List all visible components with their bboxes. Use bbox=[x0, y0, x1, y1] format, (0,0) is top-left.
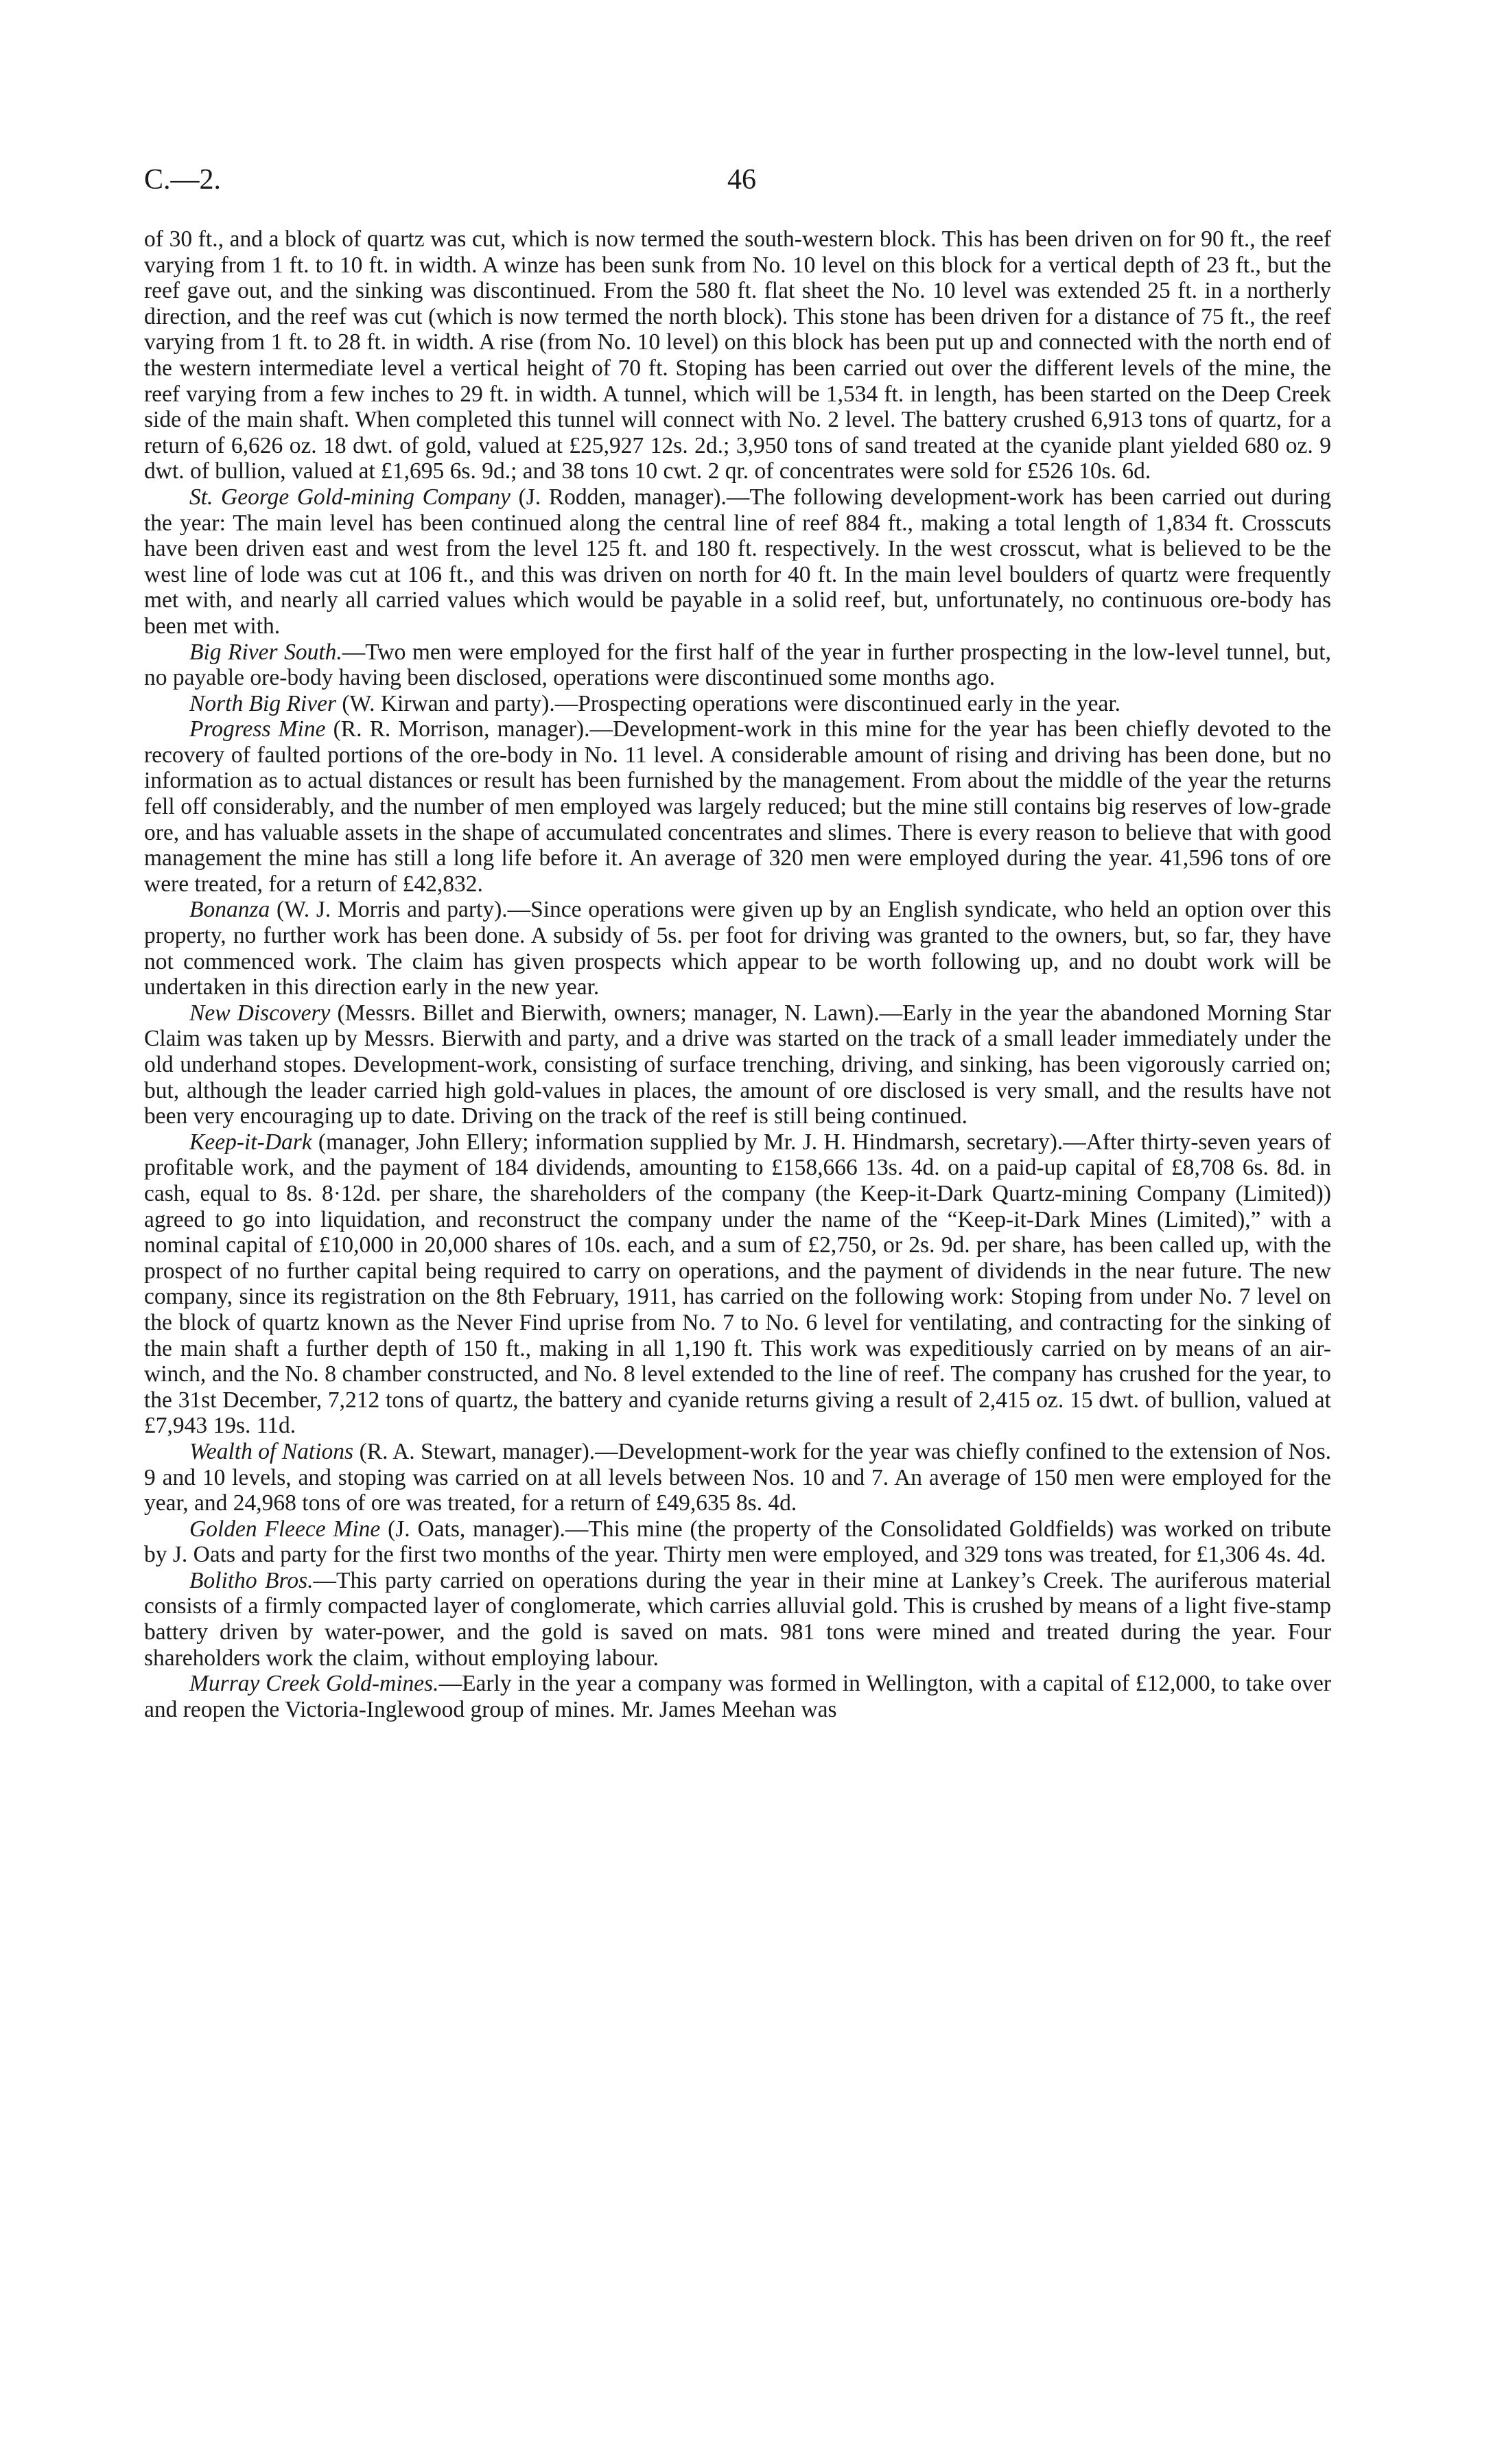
paragraph-keep-it-dark bbox=[144, 1129, 1331, 1439]
paragraph-text: (R. A. Stewart, manager).—Development-work for the year was chiefly confined to the extension of Nos. 9 and 10 levels, and stoping was carried on at all levels between Nos. 10 and 7. An average of 150 men were employed for the year, and 24,968 tons of ore was treated, for a return of £49,635 8s. 4d. bbox=[144, 1438, 1332, 1516]
paragraph-text: (Messrs. Billet and Bierwith, owners; manager, N. Lawn).—Early in the year the abandoned Morning Star Claim was taken up by Messrs. Bierwith and party, and a drive was started on the track of a small leader immediately under the old underhand stopes. Development-work, consisting of surface trenching, driving, and sinking, has been vigorously carried on; but, although the leader carried high gold-values in places, the amount of ore disclosed is very small, and the results have not been very encouraging up to date. Driving on the track of the reef is still being continued. bbox=[144, 1000, 1331, 1129]
paragraph-lead: Golden Fleece Mine bbox=[189, 1516, 381, 1542]
paragraph-text: (W. J. Morris and party).—Since operations were given up by an English syndicate, who held an option over this property, no further work has been done. A subsidy of 5s. per foot for driving was granted to the owners, but, so far, they have not commenced work. The claim has given prospects which appear to be worth following up, and no doubt work will be undertaken in this direction early in the new year. bbox=[144, 897, 1331, 1000]
paragraph-murray-creek bbox=[144, 1671, 1331, 1722]
paragraph-bonanza bbox=[144, 897, 1331, 1000]
paragraph-lead: St. George Gold-mining Company bbox=[189, 484, 511, 510]
paragraph-big-river-south bbox=[144, 640, 1331, 691]
paragraph-text: (W. Kirwan and party).—Prospecting operations were discontinued early in the year. bbox=[336, 690, 1121, 716]
paragraph-text: (manager, John Ellery; information supplied by Mr. J. H. Hindmarsh, secretary).—After thirty-seven years of profitable work, and the payment of 184 dividends, amounting to £158,666 13s. 4d. on a paid-up capital of £8,708 6s. 8d. in cash, equal to 8s. 8·12d. per share, the shareholders of the company (the Keep-it-Dark Quartz-mining Company (Limited)) agreed to go into liquidation, and reconstruct the company under the name of the “Keep-it-Dark Mines (Limited),” with a nominal capital of £10,000 in 20,000 shares of 10s. each, and a sum of £2,750, or 2s. 9d. per share, has been called up, with the prospect of no further capital being required to carry on operations, and the payment of dividends in the near future. The new company, since its registration on the 8th February, 1911, has carried on the following work: Stoping from under No. 7 level on the block of quartz known as the Never Find uprise from No. 7 to No. 6 level for ventilating, and contracting for the sinking of the main shaft a further depth of 150 ft., making in all 1,190 ft. This work was expeditiously carried on by means of an air-winch, and the No. 8 chamber constructed, and No. 8 level extended to the line of reef. The company has crushed for the year, to the 31st December, 7,212 tons of quartz, the battery and cyanide returns giving a result of 2,415 oz. 15 dwt. of bullion, valued at £7,943 19s. 11d. bbox=[144, 1129, 1331, 1439]
paragraph-text: (J. Rodden, manager).—The following development-work has been carried out during the year: The main level has been continued along the central line of reef 884 ft., making a total length of 1,834 ft. Crosscuts have been driven east and west from the level 125 ft. and 180 ft. respectively. In the west crosscut, what is believed to be the west line of lode was cut at 106 ft., and this was driven on north for 40 ft. In the main level boulders of quartz were frequently met with, and nearly all carried values which would be payable in a solid reef, but, unfortunately, no continuous ore-body has been met with. bbox=[144, 484, 1331, 639]
paragraph-north-big-river bbox=[144, 691, 1331, 717]
paragraph-lead: Big River South. bbox=[189, 639, 342, 665]
paragraph-progress-mine bbox=[144, 716, 1331, 897]
paragraph-continuation bbox=[144, 226, 1331, 484]
paragraph-lead: North Big River bbox=[189, 690, 337, 716]
paragraph-lead: Wealth of Nations bbox=[189, 1438, 354, 1464]
paragraph-text: —Two men were employed for the first half of the year in further prospecting in the low-level tunnel, but, no payable ore-body having been disclosed, operations were discontinued some months ago. bbox=[144, 639, 1331, 691]
paragraph-st-george bbox=[144, 484, 1331, 640]
paragraph-golden-fleece bbox=[144, 1516, 1331, 1568]
page-number: 46 bbox=[727, 164, 756, 196]
paragraph-lead: Keep-it-Dark bbox=[189, 1129, 312, 1155]
paragraph-text: of 30 ft., and a block of quartz was cut, which is now termed the south-western block. This has been driven on for 90 ft., the reef varying from 1 ft. to 10 ft. in width. A winze has been sunk from No. 10 level on this block for a vertical depth of 23 ft., but the reef gave out, and the sinking was discontinued. From the 580 ft. flat sheet the No. 10 level was extended 25 ft. in a northerly direction, and the reef was cut (which is now termed the north block). This stone has been driven for a distance of 75 ft., the reef varying from 1 ft. to 28 ft. in width. A rise (from No. 10 level) on this block has been put up and connected with the north end of the western intermediate level a vertical height of 70 ft. Stoping has been carried out over the different levels of the mine, the reef varying from a few inches to 29 ft. in width. A tunnel, which will be 1,534 ft. in length, has been started on the Deep Creek side of the main shaft. When completed this tunnel will connect with No. 2 level. The battery crushed 6,913 tons of quartz, for a return of 6,626 oz. 18 dwt. of gold, valued at £25,927 12s. 2d.; 3,950 tons of sand treated at the cyanide plant yielded 680 oz. 9 dwt. of bullion, valued at £1,695 6s. 9d.; and 38 tons 10 cwt. 2 qr. of concentrates were sold for £526 10s. 6d. bbox=[144, 226, 1331, 484]
paragraph-new-discovery bbox=[144, 1000, 1331, 1129]
document-reference: C.—2. bbox=[144, 164, 222, 196]
paragraph-text: (J. Oats, manager).—This mine (the property of the Consolidated Goldfields) was worked on tribute by J. Oats and party for the first two months of the year. Thirty men were employed, and 329 tons was treated, for £1,306 4s. 4d. bbox=[144, 1516, 1331, 1568]
paragraph-lead: Bonanza bbox=[189, 897, 270, 923]
paragraph-text: —Early in the year a company was formed in Wellington, with a capital of £12,000, to take over and reopen the Victoria-Inglewood group of mines. Mr. James Meehan was bbox=[144, 1671, 1331, 1722]
paragraph-text: (R. R. Morrison, manager).—Development-work in this mine for the year has been chiefly devoted to the recovery of faulted portions of the ore-body in No. 11 level. A considerable amount of rising and driving has been done, but no information as to actual distances or result has been furnished by the management. From about the middle of the year the returns fell off considerably, and the number of men employed was largely reduced; but the mine still contains big reserves of low-grade ore, and has valuable assets in the shape of accumulated concentrates and slimes. There is every reason to believe that with good management the mine has still a long life before it. An average of 320 men were employed during the year. 41,596 tons of ore were treated, for a return of £42,832. bbox=[144, 716, 1331, 897]
paragraph-lead: Bolitho Bros. bbox=[189, 1567, 314, 1593]
paragraph-lead: New Discovery bbox=[189, 1000, 331, 1026]
paragraph-lead: Progress Mine bbox=[189, 716, 326, 742]
report-body bbox=[144, 226, 1331, 1722]
paragraph-bolitho-bros bbox=[144, 1568, 1331, 1671]
paragraph-wealth-of-nations bbox=[144, 1439, 1331, 1516]
paragraph-text: —This party carried on operations during the year in their mine at Lankey’s Creek. The auriferous material consists of a firmly compacted layer of conglomerate, which carries alluvial gold. This is crushed by means of a light five-stamp battery driven by water-power, and the gold is saved on mats. 981 tons were mined and treated during the year. Four shareholders work the claim, without employing labour. bbox=[144, 1567, 1331, 1671]
paragraph-lead: Murray Creek Gold-mines. bbox=[189, 1671, 439, 1697]
page-header bbox=[144, 163, 1331, 204]
